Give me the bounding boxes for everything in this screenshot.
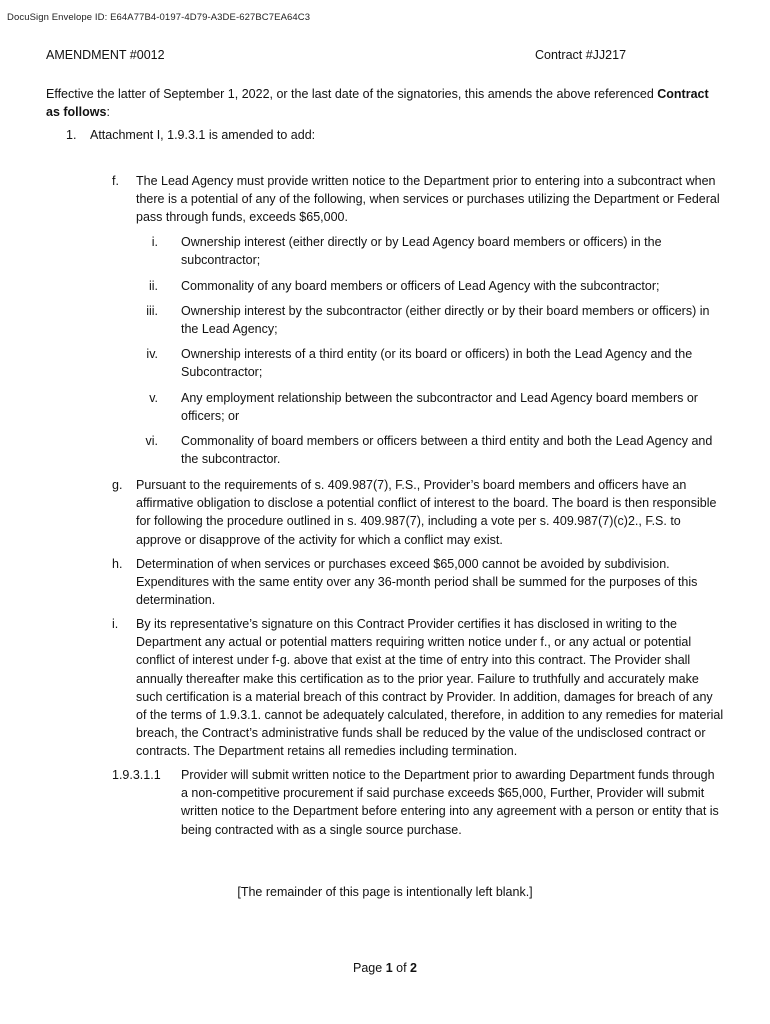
intro-text: Effective the latter of September 1, 2022, or the last date of the signatories, this amends the above referenced xyxy=(46,87,658,101)
provision-f xyxy=(112,172,724,227)
sub-item-iv xyxy=(140,345,720,381)
item-text: Attachment I, 1.9.3.1 is amended to add: xyxy=(90,128,316,142)
provision-marker: f. xyxy=(112,174,119,188)
sub-item-marker: ii. xyxy=(148,279,158,293)
provision-i xyxy=(112,615,724,761)
clause-text: Provider will submit written notice to the Department prior to awarding Department funds through a non-competitive procurement if said purchase exceeds $65,000, Further, Provider will submit written notice to the Department before entering into any agreement with a person or entity that is being contracted with as a single source purchase. xyxy=(181,768,719,837)
sub-item-marker: i. xyxy=(151,235,158,249)
blank-page-note: [The remainder of this page is intentionally left blank.] xyxy=(237,885,533,899)
provision-text: Determination of when services or purchases exceed $65,000 cannot be avoided by subdivision. Expenditures with the same entity over any 36-month period shall be summed for the purposes of this determination. xyxy=(136,557,698,608)
clause-1-9-3-1-1 xyxy=(112,766,724,839)
page-word: Page xyxy=(353,961,386,975)
sub-item-text: Ownership interest (either directly or by Lead Agency board members or officers) in the subcontractor; xyxy=(181,235,662,268)
page-number xyxy=(0,961,770,975)
page-of: of xyxy=(392,961,411,975)
sub-item-marker: v. xyxy=(149,391,158,405)
sub-item-text: Any employment relationship between the subcontractor and Lead Agency board members or officers; or xyxy=(181,391,698,424)
intro-paragraph xyxy=(46,85,726,121)
provision-marker: g. xyxy=(112,478,123,492)
provision-text: By its representative’s signature on this Contract Provider certifies it has disclosed in writing to the Department any actual or potential matters requiring written notice under f., or any actual or potential conflict of interest under f-g. above that exist at the time of entry into this contract. The Provider shall annually thereafter make this certification as to the prior year. Failure to truthfully and accurately make such certification is a material breach of this contract by Provider. In addition, damages for breach of any of the terms of 1.9.3.1. cannot be adequately calculated, therefore, in addition to any remedies for material breach, the Contract’s administrative funds shall be reduced by the value of the undisclosed contract or contracts. The Department retains all remedies including termination. xyxy=(136,617,724,759)
sub-item-marker: vi. xyxy=(145,434,158,448)
provision-h xyxy=(112,555,724,610)
sub-item-i xyxy=(140,233,720,269)
sub-item-marker: iii. xyxy=(146,304,158,318)
sub-item-vi xyxy=(140,432,720,468)
item-number: 1. xyxy=(66,128,77,142)
provision-text: The Lead Agency must provide written notice to the Department prior to entering into a subcontract when there is a potential of any of the following, when services or purchases utilizing the Department or Federal pass through funds, exceeds $65,000. xyxy=(136,174,720,225)
provision-marker: i. xyxy=(112,617,119,631)
docusign-envelope-id: DocuSign Envelope ID: E64A77B4-0197-4D79-A3DE-627BC7EA64C3 xyxy=(7,12,311,23)
amendment-number: AMENDMENT #0012 xyxy=(46,48,165,62)
clause-marker: 1.9.3.1.1 xyxy=(112,768,161,782)
provision-g xyxy=(112,476,724,549)
sub-item-text: Ownership interests of a third entity (or its board or officers) in both the Lead Agency and the Subcontractor; xyxy=(181,347,693,380)
sub-item-text: Ownership interest by the subcontractor (either directly or by their board members or officers) in the Lead Agency; xyxy=(181,304,710,337)
sub-item-text: Commonality of any board members or officers of Lead Agency with the subcontractor; xyxy=(181,279,660,293)
intro-end: : xyxy=(106,105,110,119)
sub-item-marker: iv. xyxy=(146,347,158,361)
provision-marker: h. xyxy=(112,557,123,571)
numbered-item-1 xyxy=(66,128,315,142)
sub-item-ii xyxy=(140,277,720,295)
sub-item-iii xyxy=(140,302,720,338)
sub-item-text: Commonality of board members or officers between a third entity and both the Lead Agency and the subcontractor. xyxy=(181,434,713,467)
intro-bold: Contract as follows xyxy=(46,87,709,119)
page-current: 1 xyxy=(385,961,393,975)
page-total: 2 xyxy=(410,961,417,975)
sub-item-v xyxy=(140,389,720,425)
contract-number: Contract #JJ217 xyxy=(535,48,627,62)
provision-text: Pursuant to the requirements of s. 409.987(7), F.S., Provider’s board members and officers have an affirmative obligation to disclose a potential conflict of interest to the board. The board is then responsible for following the procedure outlined in s. 409.987(7), including a vote per s. 409.987(7)(c)2., F.S. to approve or disapprove of the activity for which a conflict may exist. xyxy=(136,478,717,547)
